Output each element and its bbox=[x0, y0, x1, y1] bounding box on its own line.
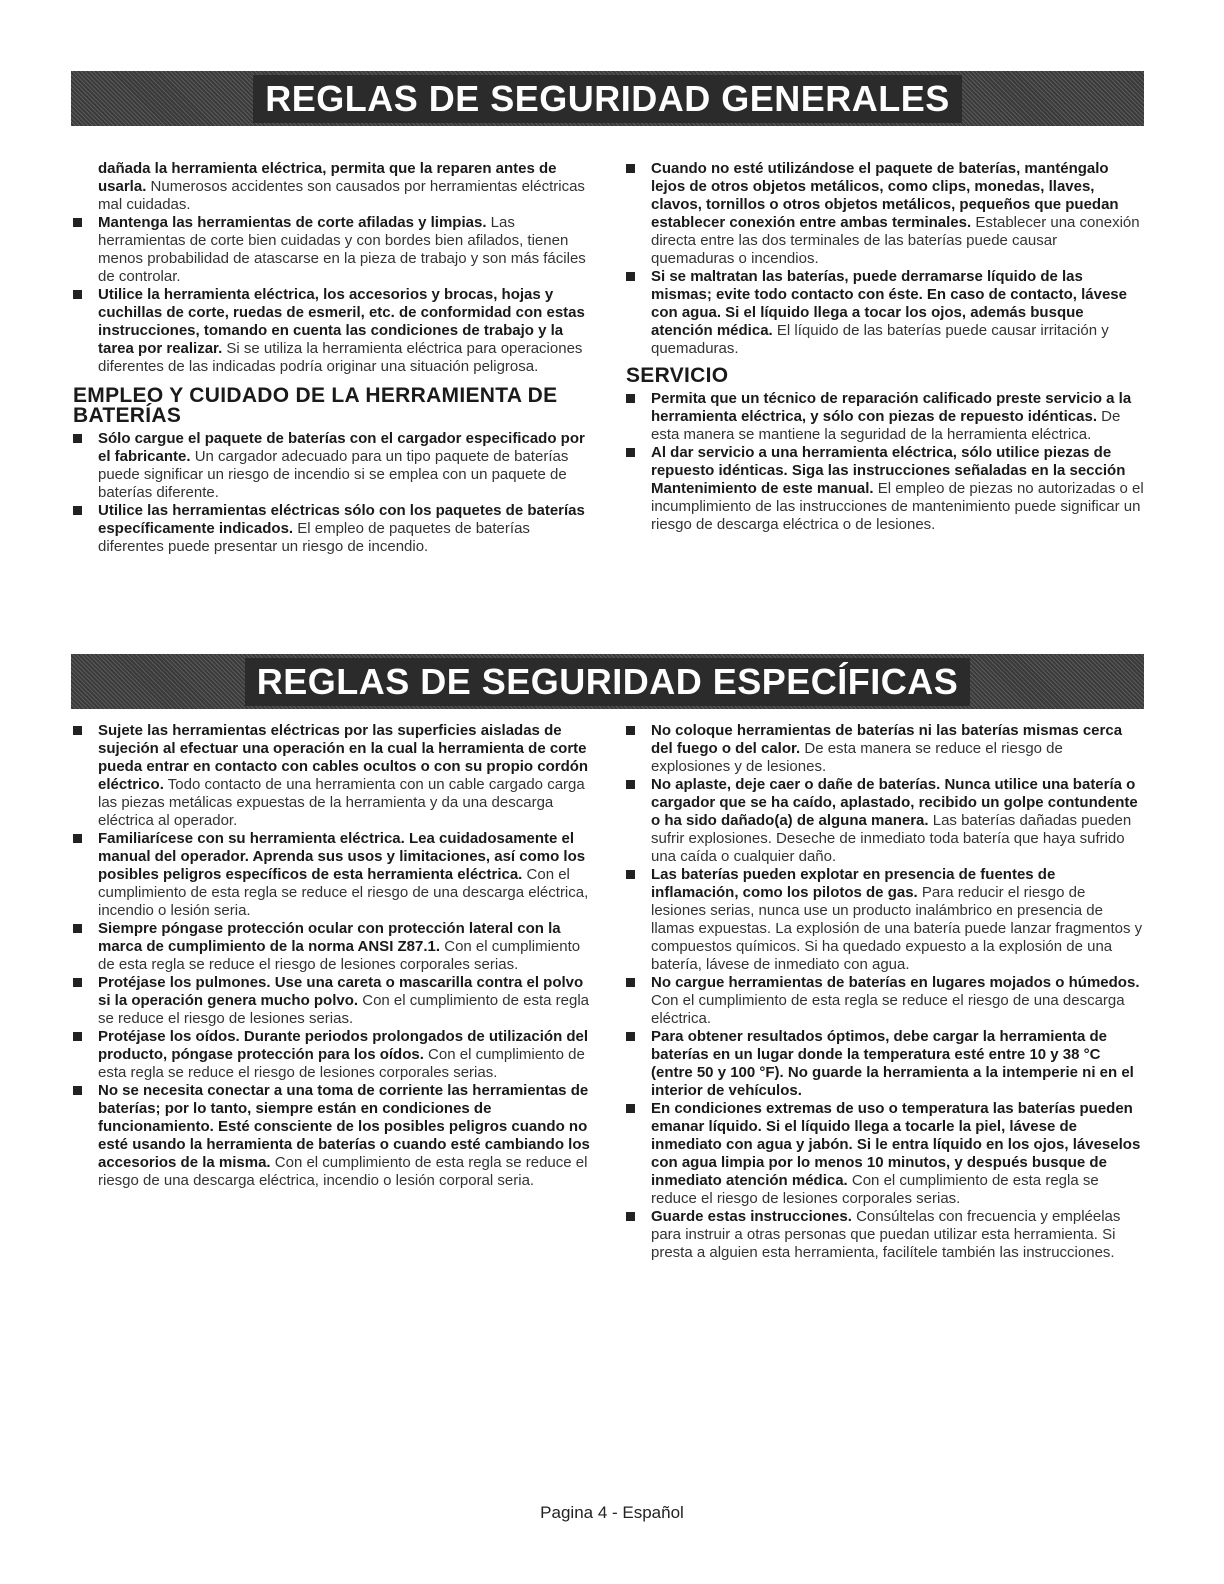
list-item bbox=[71, 830, 591, 920]
item-bold-text: Permita que un técnico de reparación calificado preste servicio a la herramienta eléctrica, y sólo con piezas de repuesto idénticas. bbox=[651, 390, 1132, 425]
item-text: Con el cumplimiento de esta regla se reduce el riesgo de una descarga eléctrica, incendio o lesión corporal seria. bbox=[98, 1154, 588, 1189]
item-bold-text: Al dar servicio a una herramienta eléctrica, sólo utilice piezas de repuesto idénticas. Siga las instrucciones señaladas en la sección Mantenimiento de este manual. bbox=[651, 444, 1126, 497]
item-text: Las baterías dañadas pueden sufrir explosiones. Deseche de inmediato toda batería que haya sufrido una caída o cualquier daño. bbox=[651, 812, 1132, 865]
item-text: Con el cumplimiento de esta regla se reduce el riesgo de una descarga eléctrica. bbox=[651, 992, 1125, 1027]
bullet-icon bbox=[73, 506, 82, 515]
item-text: Un cargador adecuado para un tipo paquete de baterías puede significar un riesgo de incendio si se emplea con un paquete de baterías diferente. bbox=[98, 448, 569, 501]
item-text: Las herramientas de corte bien cuidadas y con bordes bien afilados, tienen menos probabilidad de atascarse en la pieza de trabajo y son más fáciles de controlar. bbox=[98, 214, 586, 285]
item-text: De esta manera se reduce el riesgo de explosiones y de lesiones. bbox=[651, 740, 1063, 775]
item-bold-text: No aplaste, deje caer o dañe de baterías. Nunca utilice una batería o cargador que se ha caído, aplastado, recibido un golpe contundente o ha sido dañado(a) de alguna manera. bbox=[651, 776, 1138, 829]
item-bold-text: Si se maltratan las baterías, puede derramarse líquido de las mismas; evite todo contacto con éste. En caso de contacto, lávese con agua. Si el líquido llega a tocar los ojos, además busque atención médica. bbox=[651, 268, 1127, 339]
list-item bbox=[624, 776, 1144, 866]
list-item bbox=[624, 444, 1144, 534]
item-text: Con el cumplimiento de esta regla se reduce el riesgo de lesiones corporales serias. bbox=[651, 1172, 1099, 1207]
item-bold-text: Mantenga las herramientas de corte afiladas y limpias. bbox=[98, 214, 487, 231]
item-text: Con el cumplimiento de esta regla se reduce el riesgo de lesiones corporales serias. bbox=[98, 938, 581, 973]
bullet-icon bbox=[626, 1032, 635, 1041]
list-item bbox=[624, 1100, 1144, 1208]
item-text: El líquido de las baterías puede causar irritación y quemaduras. bbox=[651, 322, 1109, 357]
item-text: El empleo de piezas no autorizadas o el incumplimiento de las instrucciones de mantenimiento puede significar un riesgo de descarga eléctrica o de lesiones. bbox=[651, 480, 1144, 533]
list-item bbox=[71, 160, 591, 214]
list-item bbox=[624, 866, 1144, 974]
bullet-icon bbox=[73, 834, 82, 843]
bullet-icon bbox=[626, 1212, 635, 1221]
list-item bbox=[624, 1028, 1144, 1100]
item-text: Con el cumplimiento de esta regla se reduce el riesgo de lesiones serias. bbox=[98, 992, 590, 1027]
bullet-icon bbox=[626, 780, 635, 789]
bullet-icon bbox=[73, 1086, 82, 1095]
list-item bbox=[71, 1028, 591, 1082]
item-bold-text: Cuando no esté utilizándose el paquete de baterías, manténgalo lejos de otros objetos metálicos, como clips, monedas, llaves, clavos, tornillos o otros objetos metálicos, pequeños que puedan establecer conexión entre ambas terminales. bbox=[651, 160, 1119, 231]
item-text: De esta manera se mantiene la seguridad de la herramienta eléctrica. bbox=[651, 408, 1121, 443]
specific-right-column bbox=[624, 722, 1144, 1262]
list-item bbox=[71, 502, 591, 556]
list-item bbox=[71, 214, 591, 286]
item-bold-text: No cargue herramientas de baterías en lugares mojados o húmedos. bbox=[651, 974, 1140, 991]
item-text: Numerosos accidentes son causados por herramientas eléctricas mal cuidadas. bbox=[98, 178, 585, 213]
general-rules-title: REGLAS DE SEGURIDAD GENERALES bbox=[253, 75, 962, 123]
item-bold-text: Las baterías pueden explotar en presencia de fuentes de inflamación, como los pilotos de gas. bbox=[651, 866, 1056, 901]
item-text: Con el cumplimiento de esta regla se reduce el riesgo de lesiones corporales serias. bbox=[98, 1046, 585, 1081]
item-bold-text: Siempre póngase protección ocular con protección lateral con la marca de cumplimiento de la norma ANSI Z87.1. bbox=[98, 920, 561, 955]
item-bold-text: Sólo cargue el paquete de baterías con el cargador especificado por el fabricante. bbox=[98, 430, 585, 465]
item-text: Con el cumplimiento de esta regla se reduce el riesgo de una descarga eléctrica, incendio o lesión seria. bbox=[98, 866, 589, 919]
list-item bbox=[624, 974, 1144, 1028]
item-bold-text: Para obtener resultados óptimos, debe cargar la herramienta de baterías en un lugar donde la temperatura esté entre 10 y 38 °C (entre 50 y 100 °F). No guarde la herramienta a la intemperie ni en el interior de vehículos. bbox=[651, 1028, 1134, 1099]
list-item bbox=[71, 974, 591, 1028]
list-item bbox=[624, 160, 1144, 268]
item-text: Todo contacto de una herramienta con un cable cargado carga las piezas metálicas expuestas de la herramienta y da una descarga eléctrica al operador. bbox=[98, 776, 585, 829]
item-text: El empleo de paquetes de baterías diferentes puede presentar un riesgo de incendio. bbox=[98, 520, 530, 555]
bullet-icon bbox=[73, 726, 82, 735]
bullet-icon bbox=[73, 924, 82, 933]
item-bold-text: Guarde estas instrucciones. bbox=[651, 1208, 852, 1225]
bullet-icon bbox=[626, 164, 635, 173]
list-item bbox=[624, 390, 1144, 444]
list-item bbox=[71, 286, 591, 376]
list-item bbox=[71, 722, 591, 830]
item-bold-text: Protéjase los pulmones. Use una careta o mascarilla contra el polvo si la operación genera mucho polvo. bbox=[98, 974, 584, 1009]
list-item bbox=[71, 920, 591, 974]
item-bold-text: Utilice las herramientas eléctricas sólo con los paquetes de baterías específicamente indicados. bbox=[98, 502, 585, 537]
specific-rules-banner bbox=[71, 654, 1144, 709]
item-bold-text: Protéjase los oídos. Durante periodos prolongados de utilización del producto, póngase protección para los oídos. bbox=[98, 1028, 589, 1063]
bullet-icon bbox=[626, 978, 635, 987]
item-bold-text: No se necesita conectar a una toma de corriente las herramientas de baterías; por lo tanto, siempre están en condiciones de funcionamiento. Esté consciente de los posibles peligros cuando no esté usando la herramienta de baterías o cuando esté cambiando los accesorios de la misma. bbox=[98, 1082, 590, 1171]
item-bold-text: Familiarícese con su herramienta eléctrica. Lea cuidadosamente el manual del operador. Aprenda sus usos y limitaciones, así como los posibles peligros específicos de esta herramienta eléctrica. bbox=[98, 830, 586, 883]
bullet-icon bbox=[626, 272, 635, 281]
bullet-icon bbox=[73, 434, 82, 443]
service-section-heading: SERVICIO bbox=[626, 364, 729, 387]
general-left-column bbox=[71, 160, 591, 556]
list-item bbox=[624, 1208, 1144, 1262]
item-text: Si se utiliza la herramienta eléctrica para operaciones diferentes de las indicadas podría originar una situación peligrosa. bbox=[98, 340, 583, 375]
bullet-icon bbox=[626, 870, 635, 879]
battery-section-heading: EMPLEO Y CUIDADO DE LA HERRAMIENTA DE BATERÍAS bbox=[73, 384, 558, 427]
list-item bbox=[71, 430, 591, 502]
item-bold-text: En condiciones extremas de uso o temperatura las baterías pueden emanar líquido. Si el líquido llega a tocarle la piel, lávese de inmediato con agua y jabón. Si le entra líquido en los ojos, láveselos con agua limpia por lo menos 10 minutos, y después busque de inmediato atención médica. bbox=[651, 1100, 1141, 1189]
list-item bbox=[624, 268, 1144, 358]
bullet-icon bbox=[626, 448, 635, 457]
list-item bbox=[71, 1082, 591, 1190]
bullet-icon bbox=[73, 218, 82, 227]
item-text: Consúltelas con frecuencia y empléelas para instruir a otras personas que puedan utilizar esta herramienta. Si presta a alguien esta herramienta, facilítele también las instrucciones. bbox=[651, 1208, 1121, 1261]
item-bold-text: dañada la herramienta eléctrica, permita que la reparen antes de usarla. bbox=[98, 160, 557, 195]
bullet-icon bbox=[73, 978, 82, 987]
general-rules-banner bbox=[71, 71, 1144, 126]
bullet-icon bbox=[73, 1032, 82, 1041]
item-bold-text: No coloque herramientas de baterías ni las baterías mismas cerca del fuego o del calor. bbox=[651, 722, 1123, 757]
item-text: Establecer una conexión directa entre las dos terminales de las baterías puede causar quemaduras o incendios. bbox=[651, 214, 1140, 267]
bullet-icon bbox=[626, 1104, 635, 1113]
specific-rules-title: REGLAS DE SEGURIDAD ESPECÍFICAS bbox=[245, 658, 971, 706]
bullet-icon bbox=[626, 726, 635, 735]
bullet-icon bbox=[626, 394, 635, 403]
page-footer: Pagina 4 - Español bbox=[540, 1503, 684, 1522]
list-item bbox=[624, 722, 1144, 776]
item-bold-text: Sujete las herramientas eléctricas por las superficies aisladas de sujeción al efectuar una operación en la cual la herramienta de corte pueda entrar en contacto con cables ocultos o con su propio cordón eléctrico. bbox=[98, 722, 589, 793]
item-bold-text: Utilice la herramienta eléctrica, los accesorios y brocas, hojas y cuchillas de corte, ruedas de esmeril, etc. de conformidad con estas instrucciones, tomando en cuenta las condiciones de trabajo y la tarea por realizar. bbox=[98, 286, 585, 357]
bullet-icon bbox=[73, 290, 82, 299]
specific-left-column bbox=[71, 722, 591, 1190]
general-right-column bbox=[624, 160, 1144, 534]
item-text: Para reducir el riesgo de lesiones serias, nunca use un producto inalámbrico en presencia de llamas expuestas. La explosión de una batería puede lanzar fragmentos y compuestos químicos. Si ha quedado expuesto a la explosión de una batería, lávese de inmediato con agua. bbox=[651, 884, 1143, 973]
